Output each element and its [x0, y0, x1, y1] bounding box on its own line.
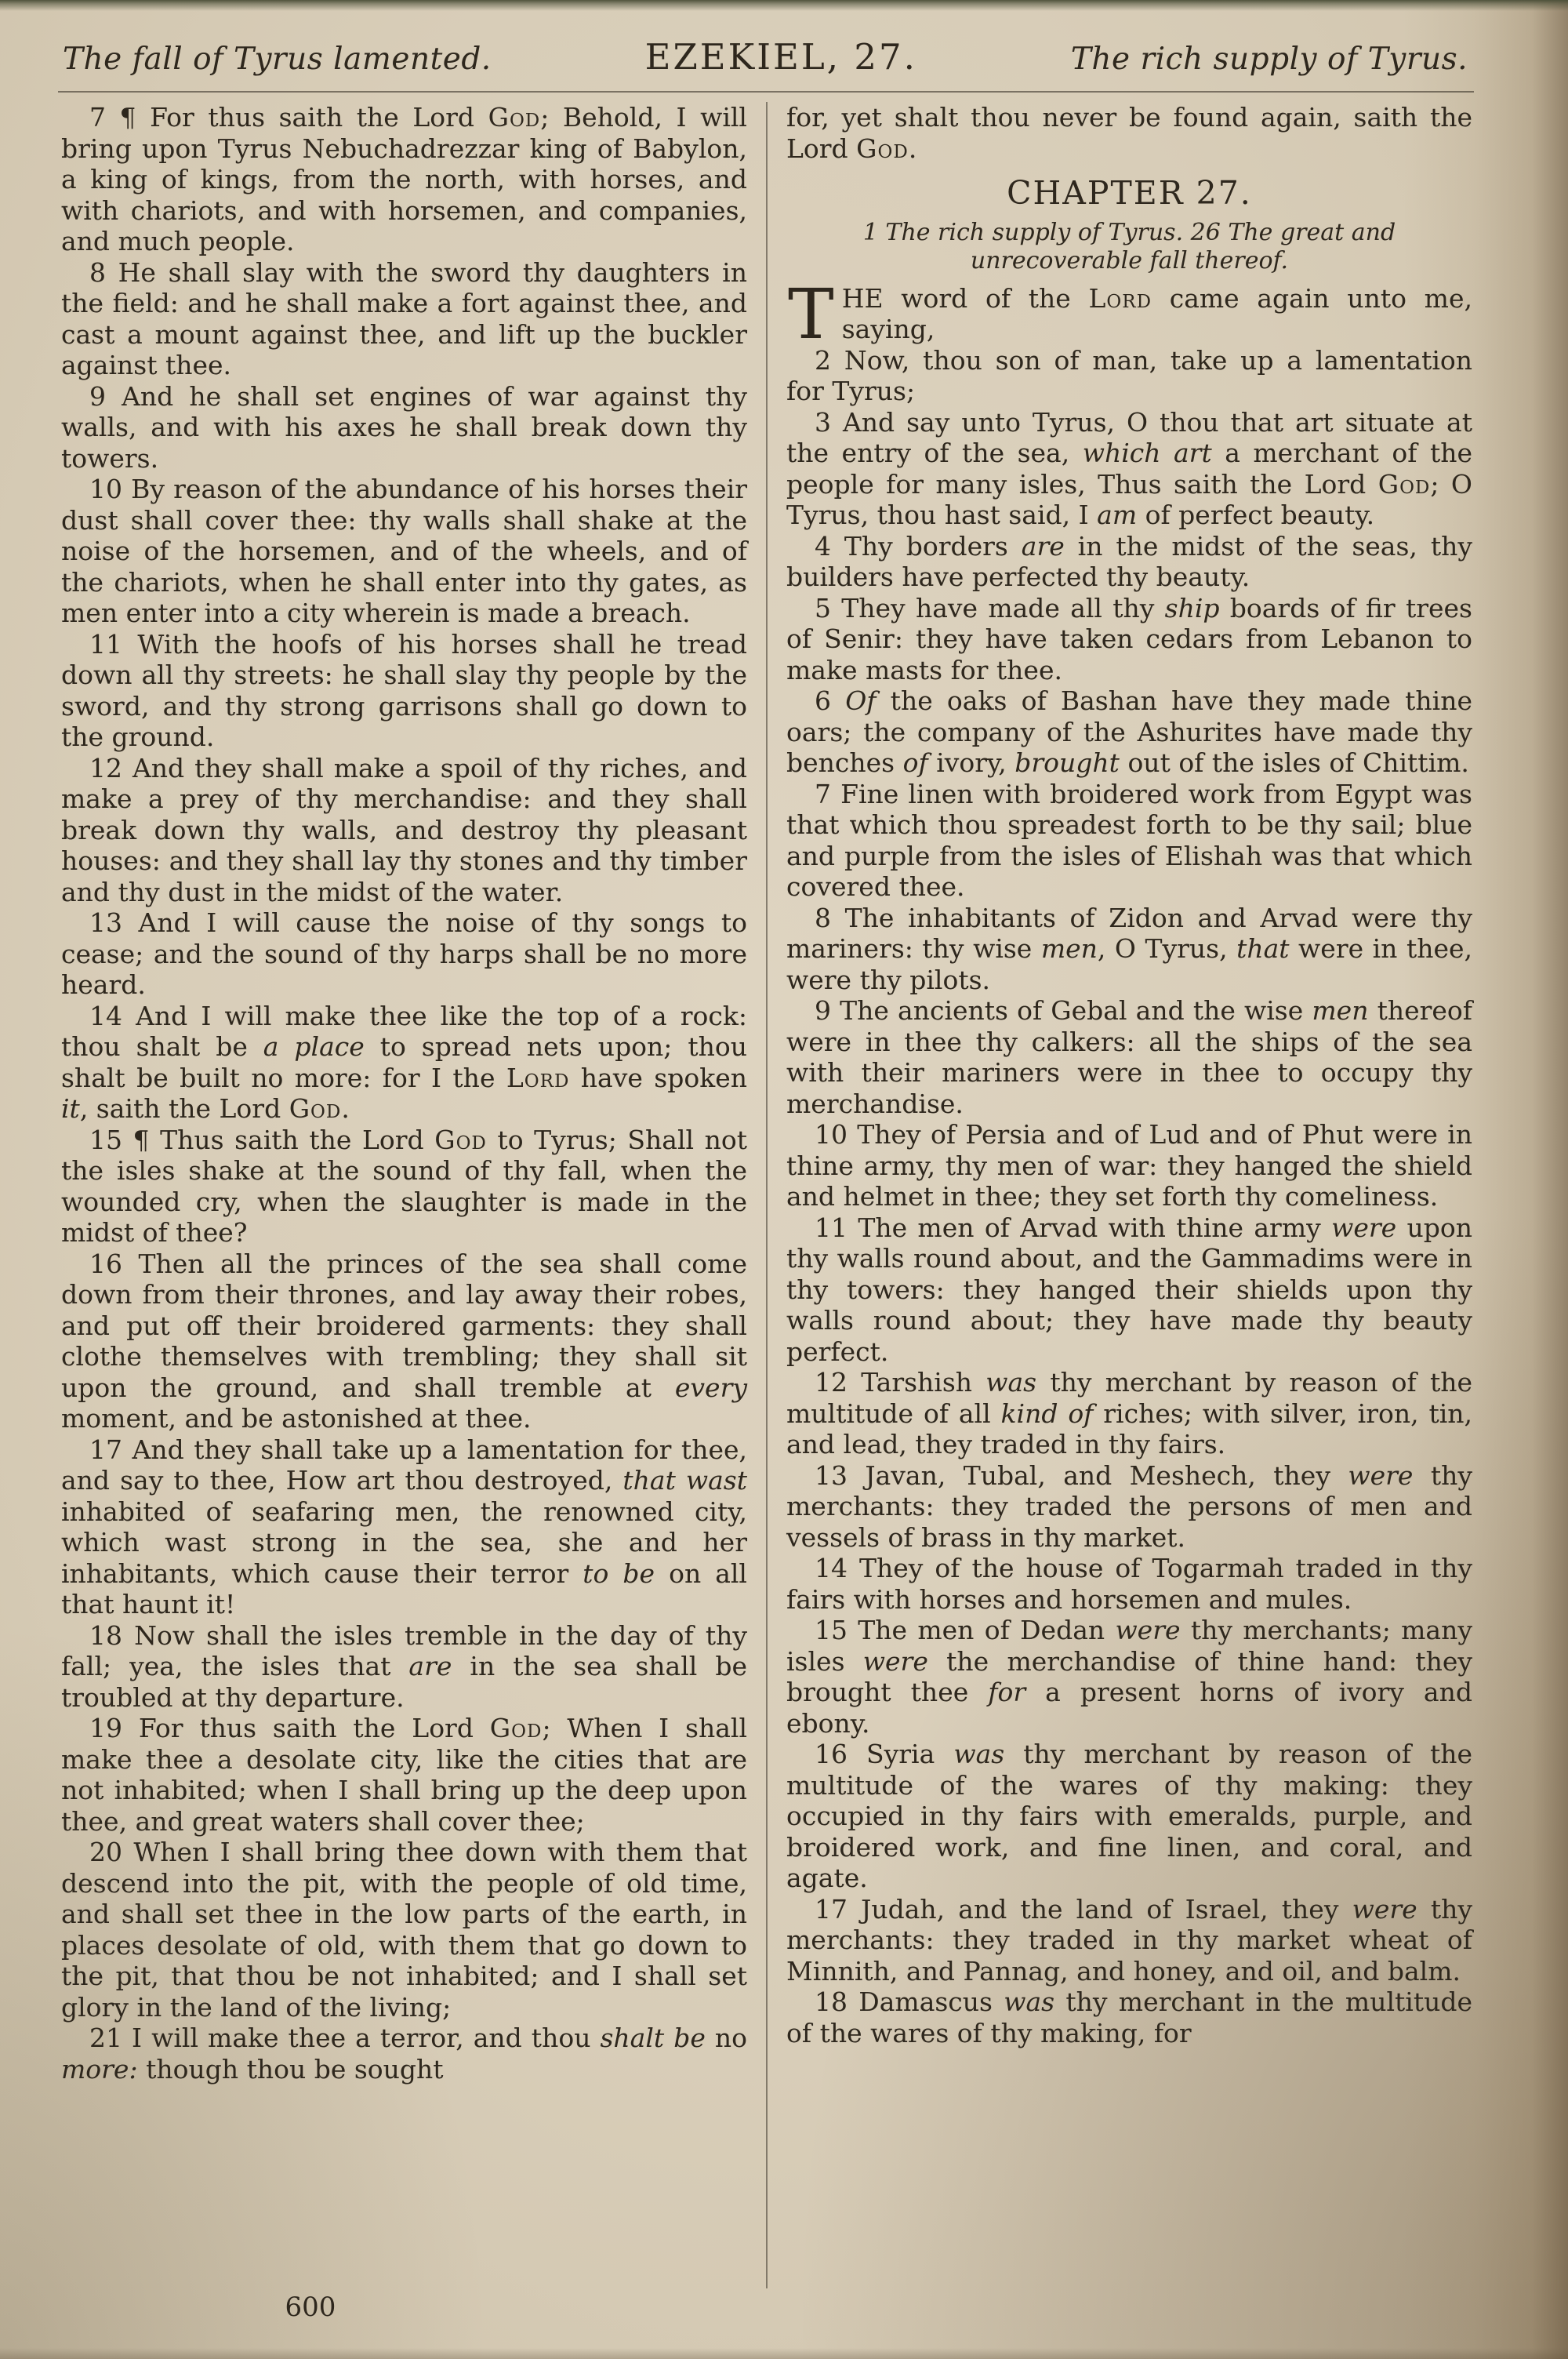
verse-number: 9: [815, 995, 840, 1026]
drop-cap-initial: T: [788, 273, 834, 354]
verse-paragraph: 15 ¶ Thus saith the Lord God to Tyrus; Shall not the isles shake at the sound of thy fall, when the wounded cry, when the slaughter is made in the midst of thee?: [61, 1124, 747, 1248]
running-head-title: EZEKIEL, 27.: [644, 36, 917, 78]
verse-number: 10: [815, 1119, 858, 1150]
divine-name-small-caps: God: [856, 133, 909, 164]
verse-paragraph: 10 They of Persia and of Lud and of Phut were in thine army, thy men of war: they hanged the shield and helmet in thee; they set forth thy comeliness.: [786, 1119, 1473, 1212]
verse-paragraph: 9 And he shall set engines of war against thy walls, and with his axes he shall break down thy towers.: [61, 380, 747, 474]
running-header: [63, 36, 1468, 78]
left-column: [61, 102, 747, 2288]
verse-paragraph: 8 The inhabitants of Zidon and Arvad were thy mariners: thy wise men, O Tyrus, that were in thee, were thy pilots.: [786, 902, 1473, 995]
verse-number: 21: [89, 2023, 132, 2053]
verse-number: 5: [815, 592, 842, 623]
verse-number: 3: [815, 406, 843, 438]
verse-paragraph: 16 Then all the princes of the sea shall come down from their thrones, and lay away their robes, and put off their broidered garments: they shall clothe themselves with trembling; they shall sit upon the ground, and shall tremble at every moment, and be astonished at thee.: [61, 1248, 747, 1434]
verse-paragraph: 6 Of the oaks of Bashan have they made thine oars; the company of the Ashurites have made thy benches of ivory, brought out of the isles of Chittim.: [786, 685, 1472, 778]
verse-number: 6: [815, 685, 846, 716]
verse-paragraph: 10 By reason of the abundance of his horses their dust shall cover thee: thy walls shall shake at the noise of the horsemen, and of the wheels, and of the chariots, when he shall enter into thy gates, as men enter into a city wherein is made a breach.: [61, 474, 748, 628]
divine-name-small-caps: God: [1377, 468, 1431, 500]
verse-paragraph: 13 Javan, Tubal, and Meshech, they were thy merchants: they traded the persons of men and vessels of brass in thy market.: [786, 1459, 1472, 1553]
verse-number: 8: [815, 902, 845, 933]
verse-number: 12: [89, 752, 132, 783]
text-columns: [61, 102, 1472, 2288]
page-number: 600: [285, 2292, 336, 2323]
divine-name-small-caps: God: [489, 1713, 543, 1743]
verse-number: 15: [815, 1615, 858, 1645]
verse-paragraph: 19 For thus saith the Lord God; When I shall make thee a desolate city, like the cities that are not inhabited; when I shall bring up the deep upon thee, and great waters shall cover thee;: [61, 1713, 747, 1837]
verse-paragraph: 2 Now, thou son of man, take up a lamentation for Tyrus;: [786, 344, 1472, 406]
verse-number: 17: [815, 1893, 862, 1925]
verse-number: 19: [89, 1713, 139, 1743]
chapter-summary: 1 The rich supply of Tyrus. 26 The great and unrecoverable fall thereof.: [862, 218, 1396, 274]
verse-number: 11: [89, 628, 138, 660]
verse-number: 7: [815, 778, 841, 809]
running-head-left: The fall of Tyrus lamented.: [63, 42, 492, 77]
verse-number: 14: [815, 1553, 859, 1583]
verse-paragraph: 18 Damascus was thy merchant in the multitude of the wares of thy making, for: [786, 1986, 1473, 2048]
verse-paragraph: 11 With the hoofs of his horses shall he tread down all thy streets: he shall slay thy people by the sword, and thy strong garrisons shall go down to the ground.: [61, 628, 748, 752]
verse-paragraph: 3 And say unto Tyrus, O thou that art situate at the entry of the sea, which art a merchant of the people for many isles, Thus saith the Lord God; O Tyrus, thou hast said, I am of perfect beauty.: [786, 406, 1472, 530]
verse-number: 13: [815, 1459, 866, 1491]
continuation: for, yet shalt thou never be found again, saith the Lord God.: [786, 102, 1472, 164]
verse-number: 10: [89, 474, 132, 504]
verse-paragraph: 14 And I will make thee like the top of a rock: thou shalt be a place to spread nets upon; thou shalt be built no more: for I the Lord have spoken it, saith the Lord God.: [61, 1000, 748, 1124]
chapter-heading: CHAPTER 27.: [1007, 174, 1252, 212]
verse-number: 18: [815, 1986, 859, 2017]
verse-paragraph: 12 And they shall make a spoil of thy riches, and make a prey of thy merchandise: and they shall break down thy walls, and destroy thy pleasant houses: and they shall lay thy stones and thy timber and thy dust in the midst of the water.: [61, 752, 747, 907]
verse-number: 20: [89, 1837, 134, 1867]
verse-paragraph: 17 Judah, and the land of Israel, they were thy merchants: they traded in thy market wheat of Minnith, and Pannag, and honey, and oil, and balm.: [786, 1893, 1472, 1986]
verse-paragraph: 7 ¶ For thus saith the Lord God; Behold, I will bring upon Tyrus Nebuchadrezzar king of Babylon, a king of kings, from the north, with horses, and with chariots, and with horsemen, and companies, and much people.: [61, 102, 747, 256]
verse-number: 7 ¶: [89, 102, 151, 133]
verse-paragraph: 4 Thy borders are in the midst of the seas, thy builders have perfected thy beauty.: [786, 530, 1472, 592]
right-column: [786, 102, 1472, 2288]
divine-name-small-caps: Lord: [1088, 282, 1152, 314]
verse-number: 13: [89, 907, 139, 938]
verse-paragraph: 15 The men of Dedan were thy merchants; many isles were the merchandise of thine hand: they brought thee for a present horns of ivory and ebony.: [786, 1615, 1472, 1739]
divine-name-small-caps: God: [434, 1124, 487, 1155]
divine-name-small-caps: God: [289, 1093, 342, 1124]
verse-number: 16: [815, 1739, 867, 1769]
verse-paragraph: THE word of the Lord came again unto me, saying,: [788, 273, 1472, 354]
verse-paragraph: 21 I will make thee a terror, and thou shalt be no more: though thou be sought: [61, 2023, 748, 2085]
verse-number: 17: [89, 1434, 132, 1465]
verse-number: 11: [815, 1212, 858, 1243]
verse-paragraph: 7 Fine linen with broidered work from Egypt was that which thou spreadest forth to be thy sail; blue and purple from the isles of Elishah was that which covered thee.: [786, 778, 1472, 902]
verse-number: 14: [89, 1000, 136, 1031]
verse-paragraph: 12 Tarshish was thy merchant by reason of the multitude of all kind of riches; with silver, iron, tin, and lead, they traded in thy fairs.: [786, 1367, 1473, 1459]
verse-paragraph: 11 The men of Arvad with thine army were upon thy walls round about, and the Gammadims were in thy towers: they hanged their shields upon thy walls round about; they have made thy beauty perfect.: [786, 1212, 1472, 1367]
column-divider: [766, 102, 768, 2288]
verse-number: 16: [89, 1248, 139, 1279]
verse-number: 18: [89, 1619, 135, 1651]
verse-number: 15 ¶: [89, 1124, 161, 1155]
verse-number: 4: [815, 530, 844, 562]
verse-paragraph: 20 When I shall bring thee down with them that descend into the pit, with the people of old time, and shall set thee in the low parts of the earth, in places desolate of old, with them that go down to the pit, that thou be not inhabited; and I shall set glory in the land of the living;: [61, 1837, 747, 2023]
verse-paragraph: 5 They have made all thy ship boards of fir trees of Senir: they have taken cedars from Lebanon to make masts for thee.: [786, 592, 1472, 685]
divine-name-small-caps: God: [488, 102, 541, 133]
verse-paragraph: 9 The ancients of Gebal and the wise men thereof were in thee thy calkers: all the ships of the sea with their mariners were in thee to occupy thy merchandise.: [786, 995, 1472, 1119]
verse-number: 9: [89, 380, 122, 412]
verse-paragraph: 16 Syria was thy merchant by reason of the multitude of the wares of thy making: they occupied in thy fairs with emeralds, purple, and broidered work, and fine linen, and coral, and agate.: [786, 1739, 1473, 1893]
divine-name-small-caps: Lord: [506, 1062, 570, 1093]
verse-number: 12: [815, 1367, 862, 1398]
verse-number: 8: [89, 256, 118, 288]
verse-paragraph: 13 And I will cause the noise of thy songs to cease; and the sound of thy harps shall be no more heard.: [61, 907, 748, 1000]
running-head-right: The rich supply of Tyrus.: [1070, 42, 1468, 77]
verse-paragraph: 18 Now shall the isles tremble in the day of thy fall; yea, the isles that are in the sea shall be troubled at thy departure.: [61, 1619, 747, 1713]
verse-paragraph: 14 They of the house of Togarmah traded in thy fairs with horses and horsemen and mules.: [786, 1553, 1473, 1615]
verse-paragraph: 17 And they shall take up a lamentation for thee, and say to thee, How art thou destroyed, that wast inhabited of seafaring men, the renowned city, which wast strong in the sea, she and her inhabitants, which cause their terror to be on all that haunt it!: [61, 1434, 748, 1619]
header-rule: [58, 91, 1474, 93]
verse-number: 2: [815, 344, 844, 376]
verse-paragraph: 8 He shall slay with the sword thy daughters in the field: and he shall make a fort against thee, and cast a mount against thee, and lift up the buckler against thee.: [61, 256, 747, 380]
